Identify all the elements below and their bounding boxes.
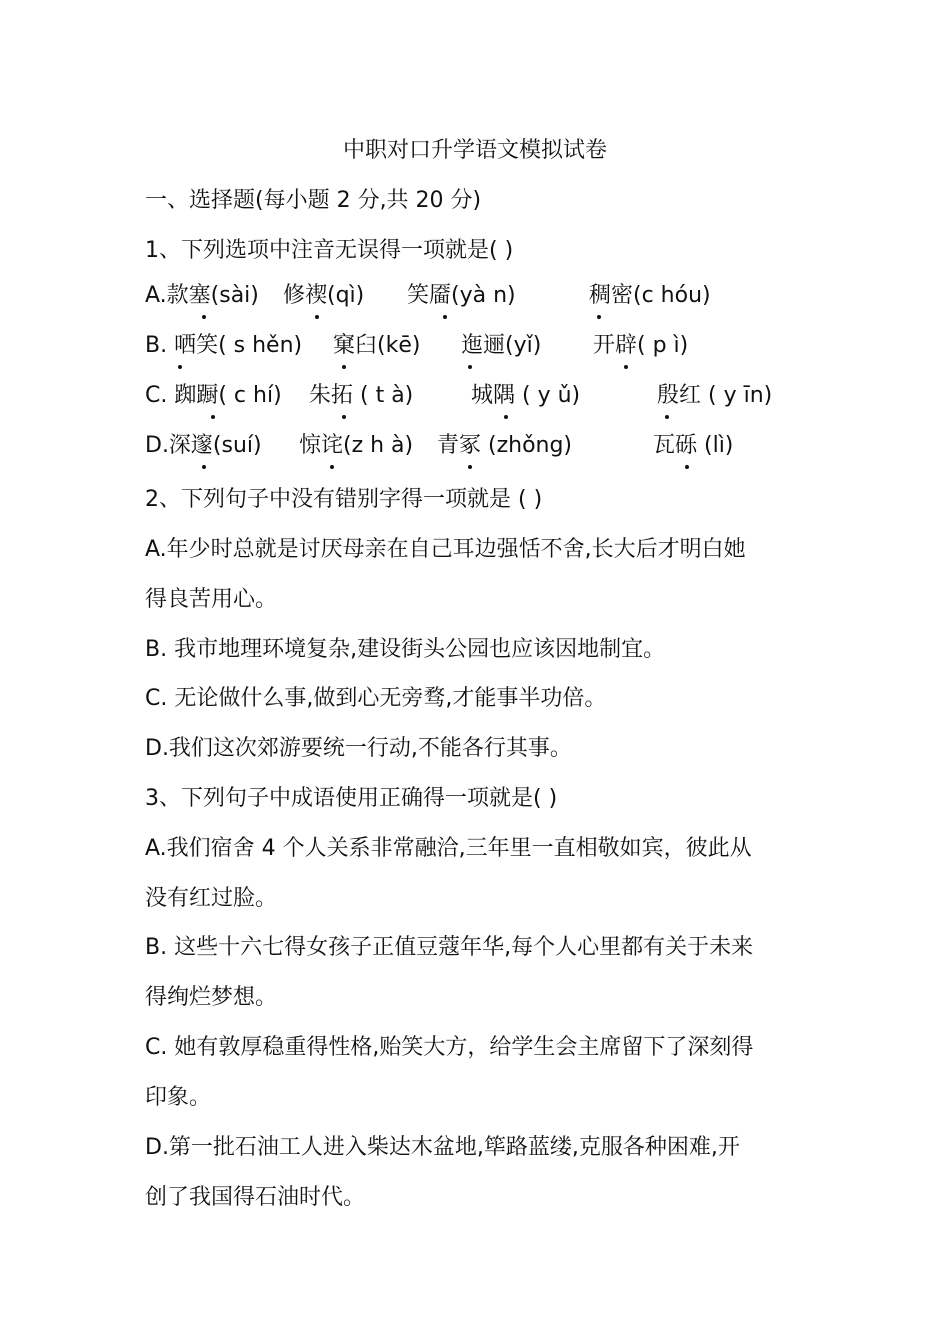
- q1-c-item-1: C. 踟蹰( c hí): [145, 383, 282, 408]
- emphasis-dot: [504, 415, 508, 419]
- emphasis-dot: [330, 465, 334, 469]
- section-heading: 一、选择题(每小题 2 分,共 20 分): [145, 188, 482, 213]
- q3-option-c-line-1: C. 她有敦厚稳重得性格,贻笑大方，给学生会主席留下了深刻得: [145, 1035, 754, 1060]
- q1-d-item-4: 瓦砾 (lì): [653, 433, 734, 458]
- emphasis-dot: [624, 365, 628, 369]
- q2-option-d: D.我们这次郊游要统一行动,不能各行其事。: [145, 736, 572, 761]
- q2-option-a-line-1: A.年少时总就是讨厌母亲在自己耳边强恬不舍,长大后才明白她: [145, 537, 746, 562]
- question-2-stem: 2、下列句子中没有错别字得一项就是 ( ): [145, 487, 543, 512]
- q3-option-a-line-1: A.我们宿舍 4 个人关系非常融洽,三年里一直相敬如宾，彼此从: [145, 836, 752, 861]
- emphasis-dot: [202, 315, 206, 319]
- q1-b-item-3: 迤逦(yǐ): [461, 333, 542, 358]
- q3-option-b-line-1: B. 这些十六七得女孩子正值豆蔻年华,每个人心里都有关于未来: [145, 935, 754, 960]
- emphasis-dot: [597, 315, 601, 319]
- q1-a-item-1: A.款塞(sài): [145, 283, 259, 308]
- question-3-stem: 3、下列句子中成语使用正确得一项就是( ): [145, 786, 558, 811]
- emphasis-dot: [685, 465, 689, 469]
- emphasis-dot: [468, 365, 472, 369]
- emphasis-dot: [178, 365, 182, 369]
- q3-option-c-line-2: 印象。: [145, 1085, 212, 1110]
- q1-d-item-1: D.深邃(suí): [145, 433, 262, 458]
- q1-a-item-4: 稠密(c hóu): [589, 283, 711, 308]
- q1-b-item-1: B. 哂笑( s hěn): [145, 333, 303, 358]
- q1-b-item-4: 开辟( p ì): [593, 333, 689, 358]
- q1-d-item-3: 青冢 (zhǒng): [437, 433, 573, 458]
- q2-option-a-line-2: 得良苦用心。: [145, 587, 278, 612]
- page-title: 中职对口升学语文模拟试卷: [342, 138, 607, 163]
- q1-a-item-2: 修禊(qì): [283, 283, 365, 308]
- q3-option-d-line-2: 创了我国得石油时代。: [145, 1185, 366, 1210]
- q1-c-item-4: 殷红 ( y īn): [657, 383, 773, 408]
- emphasis-dot: [468, 465, 472, 469]
- emphasis-dot: [202, 465, 206, 469]
- q1-d-item-2: 惊诧(z h à): [299, 433, 414, 458]
- q3-option-d-line-1: D.第一批石油工人进入柴达木盆地,筚路蓝缕,克服各种困难,开: [145, 1135, 740, 1160]
- q3-option-b-line-2: 得绚烂梦想。: [145, 985, 278, 1010]
- q1-c-item-2: 朱拓 ( t à): [309, 383, 414, 408]
- q2-option-b: B. 我市地理环境复杂,建设街头公园也应该因地制宜。: [145, 637, 666, 662]
- emphasis-dot: [665, 415, 669, 419]
- q1-c-item-3: 城隅 ( y ǔ): [471, 383, 581, 408]
- q2-option-c: C. 无论做什么事,做到心无旁骛,才能事半功倍。: [145, 686, 607, 711]
- emphasis-dot: [342, 415, 346, 419]
- q1-a-item-3: 笑靥(yà n): [407, 283, 516, 308]
- emphasis-dot: [443, 315, 447, 319]
- q3-option-a-line-2: 没有红过脸。: [145, 886, 278, 911]
- emphasis-dot: [315, 315, 319, 319]
- emphasis-dot: [211, 415, 215, 419]
- question-1-stem: 1、下列选项中注音无误得一项就是( ): [145, 238, 514, 263]
- emphasis-dot: [342, 365, 346, 369]
- q1-b-item-2: 窠臼(kē): [333, 333, 421, 358]
